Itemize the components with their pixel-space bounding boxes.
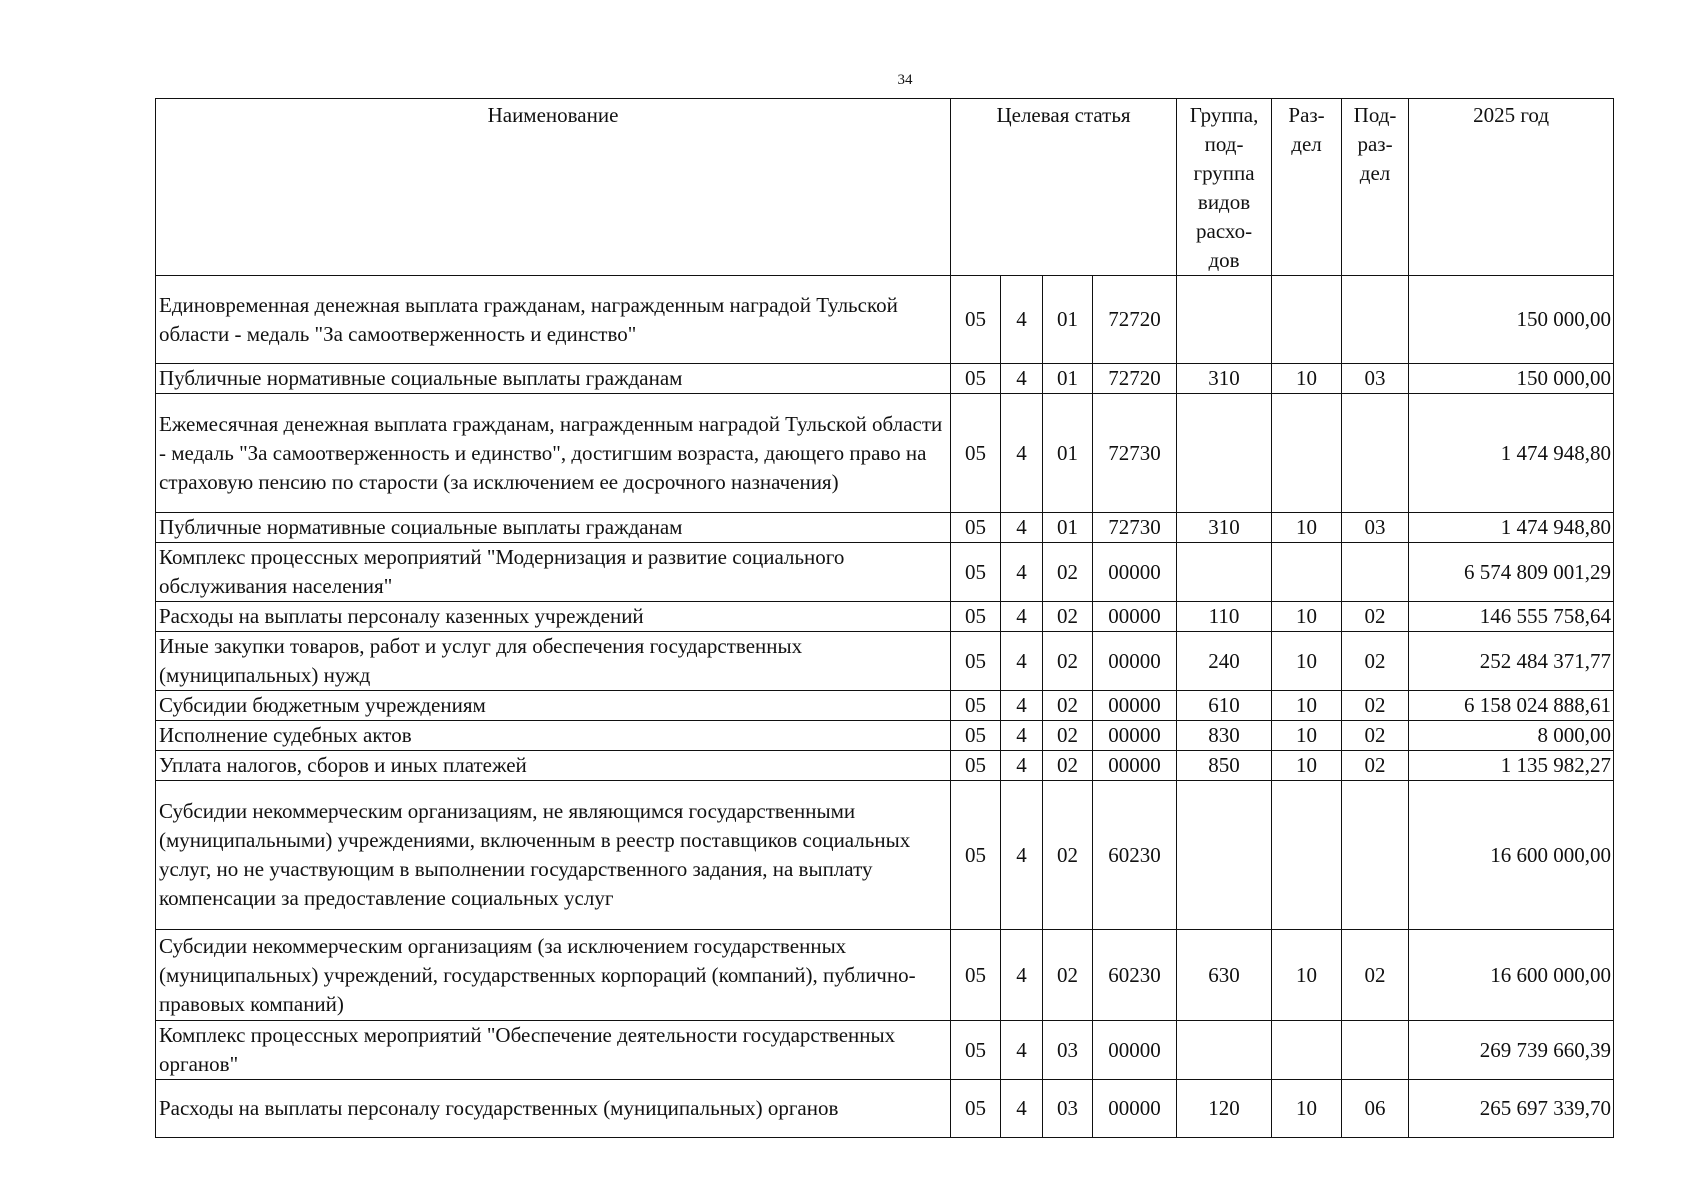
- budget-table: [155, 98, 1614, 1138]
- table-row: [156, 691, 1614, 721]
- article-direction: 00000: [1093, 632, 1177, 691]
- section: 10: [1272, 602, 1342, 632]
- table-row: [156, 751, 1614, 781]
- section: 10: [1272, 691, 1342, 721]
- article-complex: 01: [1043, 513, 1093, 543]
- article-type: 4: [1001, 1080, 1043, 1138]
- expense-group: 240: [1177, 632, 1272, 691]
- article-program: 05: [951, 602, 1001, 632]
- row-name: Публичные нормативные социальные выплаты гражданам: [156, 364, 951, 394]
- section: 10: [1272, 721, 1342, 751]
- subsection: [1342, 1021, 1409, 1080]
- subsection: 02: [1342, 691, 1409, 721]
- row-name: Субсидии некоммерческим организациям, не являющимся государственными (муниципальными) учреждениями, включенным в реестр поставщиков социальных услуг, но не участвующим в выполнении государственного задания, на выплату компенсации за предоставление социальных услуг: [156, 781, 951, 930]
- amount: 6 158 024 888,61: [1409, 691, 1614, 721]
- article-program: 05: [951, 691, 1001, 721]
- article-program: 05: [951, 394, 1001, 513]
- expense-group: [1177, 276, 1272, 364]
- section: 10: [1272, 364, 1342, 394]
- header-subsection: Под- раз- дел: [1342, 99, 1409, 276]
- article-complex: 02: [1043, 632, 1093, 691]
- table-row: [156, 930, 1614, 1021]
- article-type: 4: [1001, 930, 1043, 1021]
- expense-group: [1177, 543, 1272, 602]
- row-name: Комплекс процессных мероприятий "Модернизация и развитие социального обслуживания населения": [156, 543, 951, 602]
- table-row: [156, 276, 1614, 364]
- subsection: 03: [1342, 513, 1409, 543]
- table-row: [156, 1080, 1614, 1138]
- header-name: Наименование: [156, 99, 951, 276]
- article-type: 4: [1001, 364, 1043, 394]
- article-program: 05: [951, 1021, 1001, 1080]
- subsection: [1342, 394, 1409, 513]
- article-type: 4: [1001, 691, 1043, 721]
- table-row: [156, 781, 1614, 930]
- article-direction: 72730: [1093, 394, 1177, 513]
- expense-group: 630: [1177, 930, 1272, 1021]
- expense-group: 850: [1177, 751, 1272, 781]
- expense-group: 120: [1177, 1080, 1272, 1138]
- article-program: 05: [951, 364, 1001, 394]
- article-program: 05: [951, 930, 1001, 1021]
- article-direction: 60230: [1093, 930, 1177, 1021]
- amount: 150 000,00: [1409, 364, 1614, 394]
- expense-group: 110: [1177, 602, 1272, 632]
- header-year: 2025 год: [1409, 99, 1614, 276]
- subsection: [1342, 543, 1409, 602]
- article-type: 4: [1001, 751, 1043, 781]
- table-row: [156, 721, 1614, 751]
- section: [1272, 543, 1342, 602]
- amount: 8 000,00: [1409, 721, 1614, 751]
- subsection: 06: [1342, 1080, 1409, 1138]
- table-row: [156, 364, 1614, 394]
- subsection: [1342, 781, 1409, 930]
- table-header-row: [156, 99, 1614, 276]
- article-direction: 00000: [1093, 543, 1177, 602]
- article-type: 4: [1001, 394, 1043, 513]
- article-complex: 01: [1043, 364, 1093, 394]
- amount: 1 474 948,80: [1409, 513, 1614, 543]
- expense-group: 310: [1177, 513, 1272, 543]
- article-type: 4: [1001, 543, 1043, 602]
- section: 10: [1272, 930, 1342, 1021]
- table-row: [156, 513, 1614, 543]
- article-type: 4: [1001, 1021, 1043, 1080]
- row-name: Уплата налогов, сборов и иных платежей: [156, 751, 951, 781]
- expense-group: [1177, 781, 1272, 930]
- article-direction: 72720: [1093, 276, 1177, 364]
- table-row: [156, 1021, 1614, 1080]
- section: 10: [1272, 1080, 1342, 1138]
- article-program: 05: [951, 543, 1001, 602]
- row-name: Расходы на выплаты персоналу казенных учреждений: [156, 602, 951, 632]
- article-program: 05: [951, 632, 1001, 691]
- article-direction: 00000: [1093, 1080, 1177, 1138]
- article-complex: 02: [1043, 930, 1093, 1021]
- section: 10: [1272, 513, 1342, 543]
- subsection: 02: [1342, 632, 1409, 691]
- article-type: 4: [1001, 781, 1043, 930]
- article-complex: 02: [1043, 691, 1093, 721]
- page-number: 34: [897, 72, 913, 88]
- article-program: 05: [951, 751, 1001, 781]
- expense-group: [1177, 1021, 1272, 1080]
- subsection: [1342, 276, 1409, 364]
- amount: 16 600 000,00: [1409, 930, 1614, 1021]
- row-name: Иные закупки товаров, работ и услуг для обеспечения государственных (муниципальных) нужд: [156, 632, 951, 691]
- section: [1272, 394, 1342, 513]
- section: 10: [1272, 632, 1342, 691]
- section: [1272, 781, 1342, 930]
- article-direction: 72730: [1093, 513, 1177, 543]
- amount: 252 484 371,77: [1409, 632, 1614, 691]
- article-complex: 02: [1043, 781, 1093, 930]
- table-row: [156, 602, 1614, 632]
- header-section: Раз- дел: [1272, 99, 1342, 276]
- subsection: 02: [1342, 751, 1409, 781]
- subsection: 02: [1342, 602, 1409, 632]
- subsection: 02: [1342, 930, 1409, 1021]
- article-direction: 72720: [1093, 364, 1177, 394]
- section: [1272, 1021, 1342, 1080]
- header-target-article: Целевая статья: [951, 99, 1177, 276]
- article-program: 05: [951, 721, 1001, 751]
- article-direction: 00000: [1093, 602, 1177, 632]
- expense-group: 610: [1177, 691, 1272, 721]
- article-type: 4: [1001, 602, 1043, 632]
- expense-group: [1177, 394, 1272, 513]
- article-direction: 00000: [1093, 691, 1177, 721]
- expense-group: 830: [1177, 721, 1272, 751]
- row-name: Комплекс процессных мероприятий "Обеспечение деятельности государственных органов": [156, 1021, 951, 1080]
- header-expense-group: Группа, под- группа видов расхо- дов: [1177, 99, 1272, 276]
- article-complex: 02: [1043, 602, 1093, 632]
- subsection: 03: [1342, 364, 1409, 394]
- article-complex: 02: [1043, 543, 1093, 602]
- subsection: 02: [1342, 721, 1409, 751]
- article-complex: 02: [1043, 751, 1093, 781]
- article-complex: 03: [1043, 1021, 1093, 1080]
- row-name: Единовременная денежная выплата гражданам, награжденным наградой Тульской области - медаль "За самоотверженность и единство": [156, 276, 951, 364]
- row-name: Исполнение судебных актов: [156, 721, 951, 751]
- article-direction: 00000: [1093, 1021, 1177, 1080]
- article-direction: 00000: [1093, 721, 1177, 751]
- article-complex: 02: [1043, 721, 1093, 751]
- article-type: 4: [1001, 721, 1043, 751]
- article-program: 05: [951, 781, 1001, 930]
- article-complex: 03: [1043, 1080, 1093, 1138]
- section: [1272, 276, 1342, 364]
- row-name: Субсидии некоммерческим организациям (за исключением государственных (муниципальных) учреждений, государственных корпораций (компаний), публично-правовых компаний): [156, 930, 951, 1021]
- amount: 150 000,00: [1409, 276, 1614, 364]
- row-name: Расходы на выплаты персоналу государственных (муниципальных) органов: [156, 1080, 951, 1138]
- article-complex: 01: [1043, 394, 1093, 513]
- table-row: [156, 543, 1614, 602]
- article-program: 05: [951, 276, 1001, 364]
- article-program: 05: [951, 513, 1001, 543]
- amount: 269 739 660,39: [1409, 1021, 1614, 1080]
- article-program: 05: [951, 1080, 1001, 1138]
- article-direction: 00000: [1093, 751, 1177, 781]
- section: 10: [1272, 751, 1342, 781]
- row-name: Субсидии бюджетным учреждениям: [156, 691, 951, 721]
- table-row: [156, 394, 1614, 513]
- article-complex: 01: [1043, 276, 1093, 364]
- row-name: Публичные нормативные социальные выплаты гражданам: [156, 513, 951, 543]
- article-type: 4: [1001, 513, 1043, 543]
- article-type: 4: [1001, 632, 1043, 691]
- amount: 146 555 758,64: [1409, 602, 1614, 632]
- amount: 265 697 339,70: [1409, 1080, 1614, 1138]
- table-row: [156, 632, 1614, 691]
- article-direction: 60230: [1093, 781, 1177, 930]
- row-name: Ежемесячная денежная выплата гражданам, награжденным наградой Тульской области - медаль "За самоотверженность и единство", достигшим возраста, дающего право на страховую пенсию по старости (за исключением ее досрочного назначения): [156, 394, 951, 513]
- amount: 1 474 948,80: [1409, 394, 1614, 513]
- amount: 1 135 982,27: [1409, 751, 1614, 781]
- article-type: 4: [1001, 276, 1043, 364]
- amount: 6 574 809 001,29: [1409, 543, 1614, 602]
- amount: 16 600 000,00: [1409, 781, 1614, 930]
- expense-group: 310: [1177, 364, 1272, 394]
